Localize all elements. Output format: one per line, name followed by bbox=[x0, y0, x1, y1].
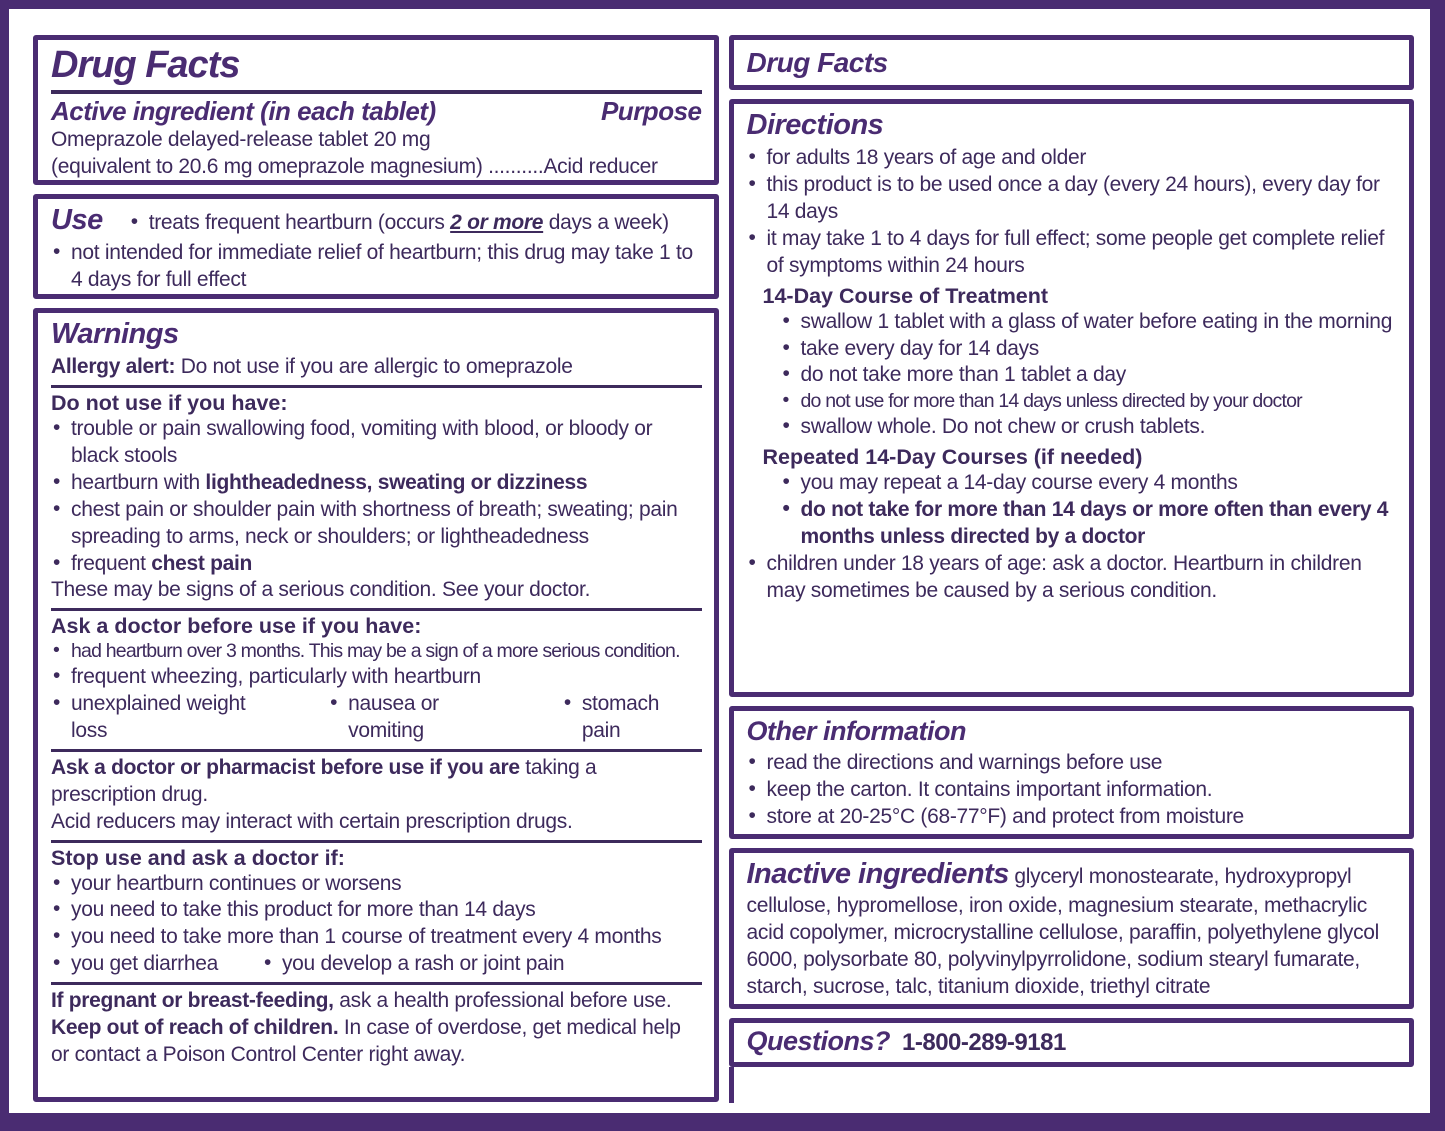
ask-doctor-bullet-row bbox=[51, 691, 702, 745]
use-header-row bbox=[51, 202, 702, 240]
other-information-bullet: • keep the carton. It contains important information. bbox=[747, 777, 1398, 804]
directions-bullet: • it may take 1 to 4 days for full effect; some people get complete relief of symptoms within 24 hours bbox=[747, 226, 1398, 280]
allergy-alert: Allergy alert: Do not use if you are allergic to omeprazole bbox=[51, 355, 573, 379]
do-not-use-bullet: • trouble or pain swallowing food, vomiting with blood, or bloody or black stools bbox=[51, 416, 702, 470]
stop-use-bullet: • you develop a rash or joint pain bbox=[262, 951, 564, 978]
section-warnings bbox=[33, 308, 719, 1102]
other-information-heading: Other information bbox=[746, 716, 966, 746]
directions-bullet: • this product is to be used once a day (every 24 hours), every day for 14 days bbox=[747, 172, 1398, 226]
section-drug-facts-continued bbox=[729, 35, 1415, 90]
inactive-ingredients-heading: Inactive ingredients bbox=[746, 858, 1009, 890]
repeated-courses-bullet: • you may repeat a 14-day course every 4 months bbox=[781, 470, 1398, 497]
repeated-courses-bullet: • do not take for more than 14 days or more often than every 4 months unless directed by a doctor bbox=[781, 497, 1398, 551]
purpose-heading: Purpose bbox=[600, 95, 702, 126]
stop-use-heading: Stop use and ask a doctor if: bbox=[51, 845, 345, 870]
do-not-use-bullet: • frequent chest pain bbox=[51, 551, 702, 578]
warnings-heading: Warnings bbox=[51, 318, 179, 350]
ask-doctor-heading: Ask a doctor before use if you have: bbox=[51, 614, 422, 639]
directions-bullet: • children under 18 years of age: ask a doctor. Heartburn in children may sometimes be caused by a serious condition. bbox=[747, 551, 1398, 605]
section-inactive-ingredients bbox=[729, 848, 1415, 1009]
keep-out-of-reach: Keep out of reach of children. In case of overdose, get medical help or contact a Poison Control Center right away. bbox=[51, 1015, 681, 1066]
stop-use-bullet-row bbox=[51, 951, 702, 978]
right-panel bbox=[729, 35, 1415, 1111]
divider bbox=[51, 608, 702, 611]
repeated-courses-heading: Repeated 14-Day Courses (if needed) bbox=[762, 445, 1143, 470]
active-ingredient-heading: Active ingredient (in each tablet) bbox=[51, 95, 436, 126]
questions-heading: Questions? bbox=[746, 1026, 891, 1056]
stop-use-bullet: • your heartburn continues or worsens bbox=[51, 871, 702, 898]
course-heading: 14-Day Course of Treatment bbox=[762, 283, 1049, 308]
do-not-use-bullet: • chest pain or shoulder pain with shortness of breath; sweating; pain spreading to arms, neck or shoulders; or lightheadedness bbox=[51, 497, 702, 551]
section-questions bbox=[729, 1018, 1415, 1067]
active-ingredient-line1: Omeprazole delayed-release tablet 20 mg bbox=[51, 127, 431, 151]
divider bbox=[51, 840, 702, 843]
leader-dots: .......... bbox=[488, 154, 544, 178]
directions-heading: Directions bbox=[746, 109, 884, 141]
panel-edge-stub bbox=[729, 1067, 1415, 1103]
ask-doctor-bullet: • nausea or vomiting bbox=[328, 691, 518, 745]
section-other-information bbox=[729, 706, 1415, 839]
stop-use-bullet: • you get diarrhea bbox=[51, 951, 218, 978]
other-information-bullet: • read the directions and warnings before use bbox=[747, 750, 1398, 777]
left-panel bbox=[33, 35, 719, 1111]
directions-bullet: • for adults 18 years of age and older bbox=[747, 145, 1398, 172]
ask-doctor-bullet: • stomach pain bbox=[562, 691, 702, 745]
ask-pharmacist-line2: Acid reducers may interact with certain prescription drugs. bbox=[51, 809, 573, 833]
questions-row bbox=[747, 1026, 1398, 1057]
use-bullet-1: • treats frequent heartburn (occurs 2 or more days a week) bbox=[129, 210, 669, 237]
course-bullet: • swallow 1 tablet with a glass of water before eating in the morning bbox=[781, 309, 1398, 336]
do-not-use-bullet: • heartburn with lightheadedness, sweating or dizziness bbox=[51, 470, 702, 497]
questions-phone-number: 1-800-289-9181 bbox=[902, 1029, 1066, 1056]
do-not-use-footer: These may be signs of a serious condition. See your doctor. bbox=[51, 578, 591, 602]
course-bullet: • swallow whole. Do not chew or crush tablets. bbox=[781, 414, 1398, 441]
ask-doctor-bullet: • had heartburn over 3 months. This may be a sign of a more serious condition. bbox=[51, 639, 702, 664]
do-not-use-heading: Do not use if you have: bbox=[51, 391, 288, 416]
inactive-ingredients-text: Inactive ingredients glyceryl monostearate, hydroxypropyl cellulose, hypromellose, iron oxide, magnesium stearate, methacrylic acid copolymer, microcrystalline cellulose, paraffin, polyethylene glycol 6000, polysorbate 80, polyvinylpyrrolidone, sodium stearyl fumarate, starch, sucrose, talc, titanium dioxide, triethyl citrate bbox=[746, 858, 1380, 998]
course-bullet: • do not use for more than 14 days unless directed by your doctor bbox=[781, 389, 1398, 414]
divider bbox=[51, 982, 702, 985]
stop-use-bullet: • you need to take this product for more than 14 days bbox=[51, 897, 702, 924]
use-heading: Use bbox=[51, 204, 103, 236]
ask-doctor-bullet: • frequent wheezing, particularly with heartburn bbox=[51, 664, 702, 691]
label-columns bbox=[9, 9, 1430, 1111]
section-directions bbox=[729, 99, 1415, 697]
section-active-ingredient bbox=[33, 35, 719, 185]
divider bbox=[51, 749, 702, 752]
course-bullet: • take every day for 14 days bbox=[781, 336, 1398, 363]
active-ingredient-header-row bbox=[51, 96, 702, 127]
drug-facts-title-right: Drug Facts bbox=[746, 47, 888, 78]
course-bullet: • do not take more than 1 tablet a day bbox=[781, 362, 1398, 389]
title-rule bbox=[51, 90, 702, 94]
other-information-bullet: • store at 20-25°C (68-77°F) and protect from moisture bbox=[747, 804, 1398, 831]
ask-doctor-bullet: • unexplained weight loss bbox=[51, 691, 284, 745]
drug-facts-title-left: Drug Facts bbox=[51, 44, 240, 86]
active-ingredient-line2: (equivalent to 20.6 mg omeprazole magnesium) ..........Acid reducer bbox=[51, 154, 658, 178]
section-use bbox=[33, 194, 719, 299]
use-bullet-2: • not intended for immediate relief of heartburn; this drug may take 1 to 4 days for full effect bbox=[51, 240, 702, 294]
pregnancy-warning: If pregnant or breast-feeding, ask a health professional before use. bbox=[51, 989, 672, 1013]
stop-use-bullet: • you need to take more than 1 course of treatment every 4 months bbox=[51, 924, 702, 951]
purpose-value: Acid reducer bbox=[543, 154, 658, 178]
divider bbox=[51, 385, 702, 388]
ask-pharmacist-text: Ask a doctor or pharmacist before use if you are taking a prescription drug. bbox=[51, 755, 597, 806]
